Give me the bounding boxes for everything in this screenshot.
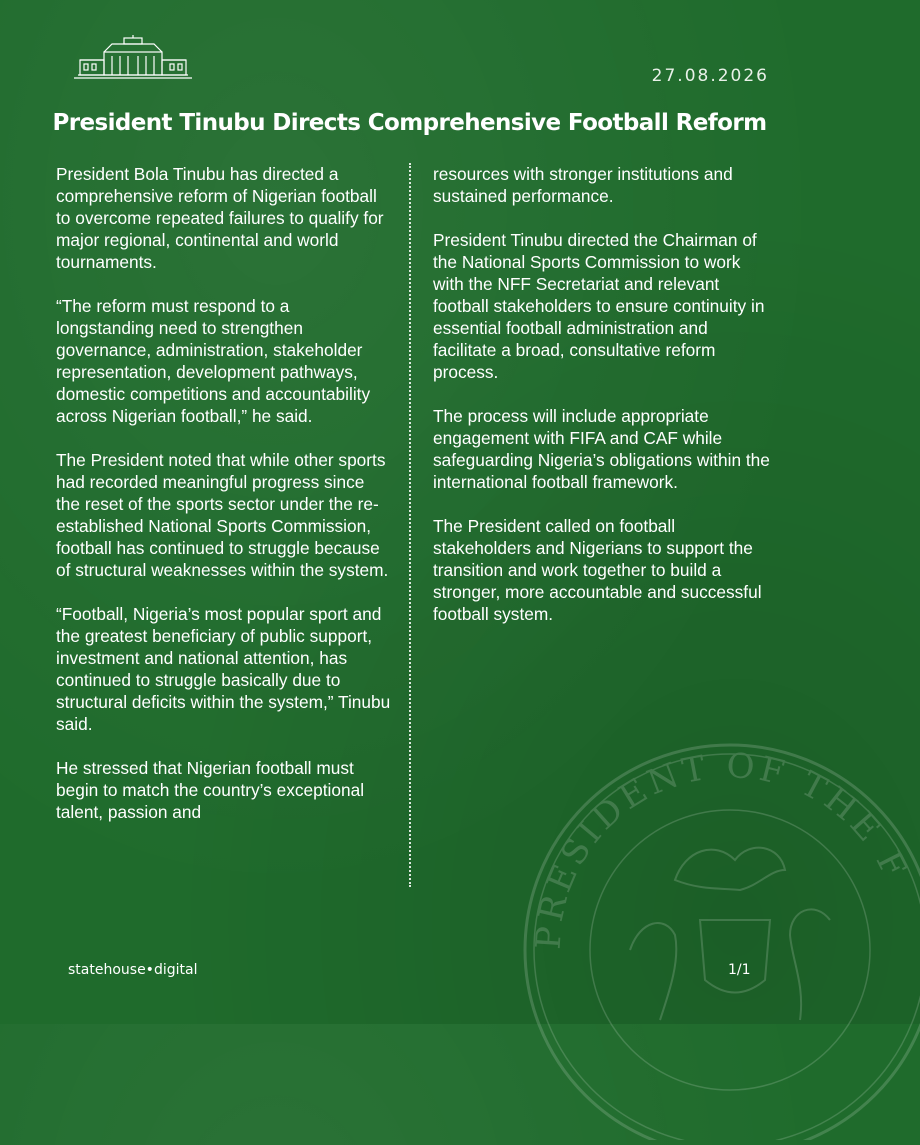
page-title: President Tinubu Directs Comprehensive Football Reform <box>52 110 767 136</box>
page-number: 1/1 <box>728 962 751 978</box>
paragraph: The President called on football stakeholders and Nigerians to support the transition and work together to build a stronger, more accountable and successful football system. <box>433 516 762 624</box>
right-column <box>433 163 773 647</box>
date-label: 27.08.2026 <box>651 66 769 86</box>
paragraph: resources with stronger institutions and sustained performance. <box>433 164 733 206</box>
left-column <box>56 163 392 845</box>
paragraph: President Bola Tinubu has directed a comprehensive reform of Nigerian football to overcome repeated failures to qualify for major regional, continental and world tournaments. <box>56 164 384 272</box>
paragraph: He stressed that Nigerian football must begin to match the country’s exceptional talent, passion and <box>56 758 365 822</box>
paragraph: President Tinubu directed the Chairman of the National Sports Commission to work with the NFF Secretariat and relevant football stakeholders to ensure continuity in essential football administration and facilitate a broad, consultative reform process. <box>433 230 765 382</box>
presidential-seal-watermark-icon <box>500 720 920 1140</box>
paragraph: “Football, Nigeria’s most popular sport and the greatest beneficiary of public support, investment and national attention, has continued to struggle basically due to structural deficits within the system,” Tinubu said. <box>56 604 391 734</box>
seal-text: PRESIDENT OF THE F <box>528 745 916 951</box>
column-divider <box>409 163 411 887</box>
paragraph: The process will include appropriate engagement with FIFA and CAF while safeguarding Nigeria’s obligations within the international football framework. <box>433 406 770 492</box>
footer-brand: statehouse•digital <box>68 962 198 978</box>
state-house-logo-icon <box>72 34 194 82</box>
paragraph: “The reform must respond to a longstanding need to strengthen governance, administration, stakeholder representation, development pathways, domestic competitions and accountability across Nigerian football,” he said. <box>56 296 371 426</box>
paragraph: The President noted that while other sports had recorded meaningful progress since the reset of the sports sector under the re-established National Sports Commission, football has continued to struggle because of structural weaknesses within the system. <box>56 450 389 580</box>
